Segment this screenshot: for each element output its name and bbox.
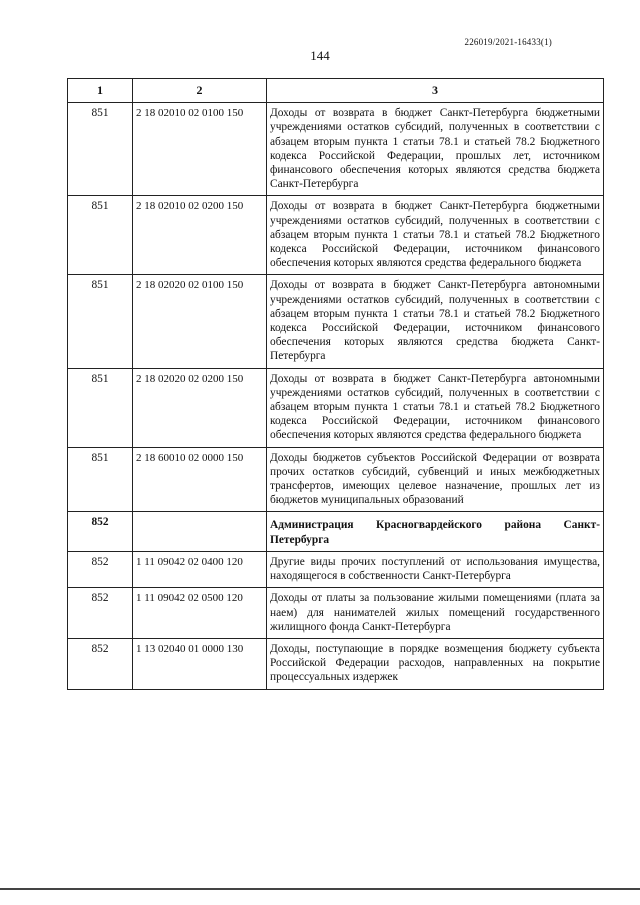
page-number: 144 (310, 48, 330, 63)
description-cell: Другие виды прочих поступлений от использования имущества, находящегося в собственности Санкт-Петербурга (267, 551, 604, 587)
budget-code-cell: 1 11 09042 02 0500 120 (133, 588, 267, 639)
description-cell: Доходы от возврата в бюджет Санкт-Петербурга бюджетными учреждениями остатков субсидий, полученных в соответствии с абзацем вторым пункта 1 статьи 78.1 и статьей 78.2 Бюджетного кодекса Российской Федерации, прошлых лет, источником финансового обеспечения которых являются средства бюджета Санкт-Петербурга (267, 103, 604, 196)
budget-code-cell: 2 18 02020 02 0100 150 (133, 275, 267, 368)
column-header: 2 (133, 79, 267, 103)
admin-code-cell: 851 (68, 447, 133, 512)
admin-code-cell: 852 (68, 588, 133, 639)
admin-code-cell: 851 (68, 196, 133, 275)
table-row (68, 368, 604, 447)
administrator-name-cell: Администрация Красногвардейского района Санкт-Петербурга (267, 512, 604, 551)
budget-code-cell: 2 18 02010 02 0100 150 (133, 103, 267, 196)
table-row (68, 196, 604, 275)
description-cell: Доходы от платы за пользование жилыми помещениями (плата за наем) для нанимателей жилых помещений государственного жилищного фонда Санкт-Петербурга (267, 588, 604, 639)
budget-code-cell: 2 18 02010 02 0200 150 (133, 196, 267, 275)
budget-code-cell: 2 18 02020 02 0200 150 (133, 368, 267, 447)
description-cell: Доходы от возврата в бюджет Санкт-Петербурга бюджетными учреждениями остатков субсидий, полученных в соответствии с абзацем вторым пункта 1 статьи 78.1 и статьей 78.2 Бюджетного кодекса Российской Федерации, источником финансового обеспечения которых являются средства федерального бюджета (267, 196, 604, 275)
description-cell: Доходы от возврата в бюджет Санкт-Петербурга автономными учреждениями остатков субсидий, полученных в соответствии с абзацем вторым пункта 1 статьи 78.1 и статьей 78.2 Бюджетного кодекса Российской Федерации, источником финансового обеспечения которых являются средства федерального бюджета (267, 368, 604, 447)
table-row (68, 275, 604, 368)
administrator-heading-row (68, 512, 604, 551)
scan-bottom-edge (0, 888, 640, 890)
admin-code-cell: 852 (68, 512, 133, 551)
table-row (68, 447, 604, 512)
table-header-row (68, 79, 604, 103)
column-header: 1 (68, 79, 133, 103)
table-row (68, 551, 604, 587)
budget-code-cell: 2 18 60010 02 0000 150 (133, 447, 267, 512)
revenue-codes-table (67, 78, 604, 690)
budget-code-cell (133, 512, 267, 551)
column-header: 3 (267, 79, 604, 103)
admin-code-cell: 852 (68, 551, 133, 587)
budget-code-cell: 1 13 02040 01 0000 130 (133, 638, 267, 689)
admin-code-cell: 851 (68, 368, 133, 447)
description-cell: Доходы, поступающие в порядке возмещения бюджету субъекта Российской Федерации расходов, направленных на покрытие процессуальных издержек (267, 638, 604, 689)
admin-code-cell: 851 (68, 103, 133, 196)
admin-code-cell: 851 (68, 275, 133, 368)
table-row (68, 103, 604, 196)
admin-code-cell: 852 (68, 638, 133, 689)
description-cell: Доходы бюджетов субъектов Российской Федерации от возврата прочих остатков субсидий, субвенций и иных межбюджетных трансфертов, имеющих целевое назначение, прошлых лет из бюджетов муниципальных образований (267, 447, 604, 512)
table-row (68, 638, 604, 689)
table-row (68, 588, 604, 639)
document-id: 226019/2021-16433(1) (464, 37, 552, 47)
description-cell: Доходы от возврата в бюджет Санкт-Петербурга автономными учреждениями остатков субсидий, полученных в соответствии с абзацем вторым пункта 1 статьи 78.1 и статьей 78.2 Бюджетного кодекса Российской Федерации, источником финансового обеспечения которых являются средства бюджета Санкт-Петербурга (267, 275, 604, 368)
budget-code-cell: 1 11 09042 02 0400 120 (133, 551, 267, 587)
